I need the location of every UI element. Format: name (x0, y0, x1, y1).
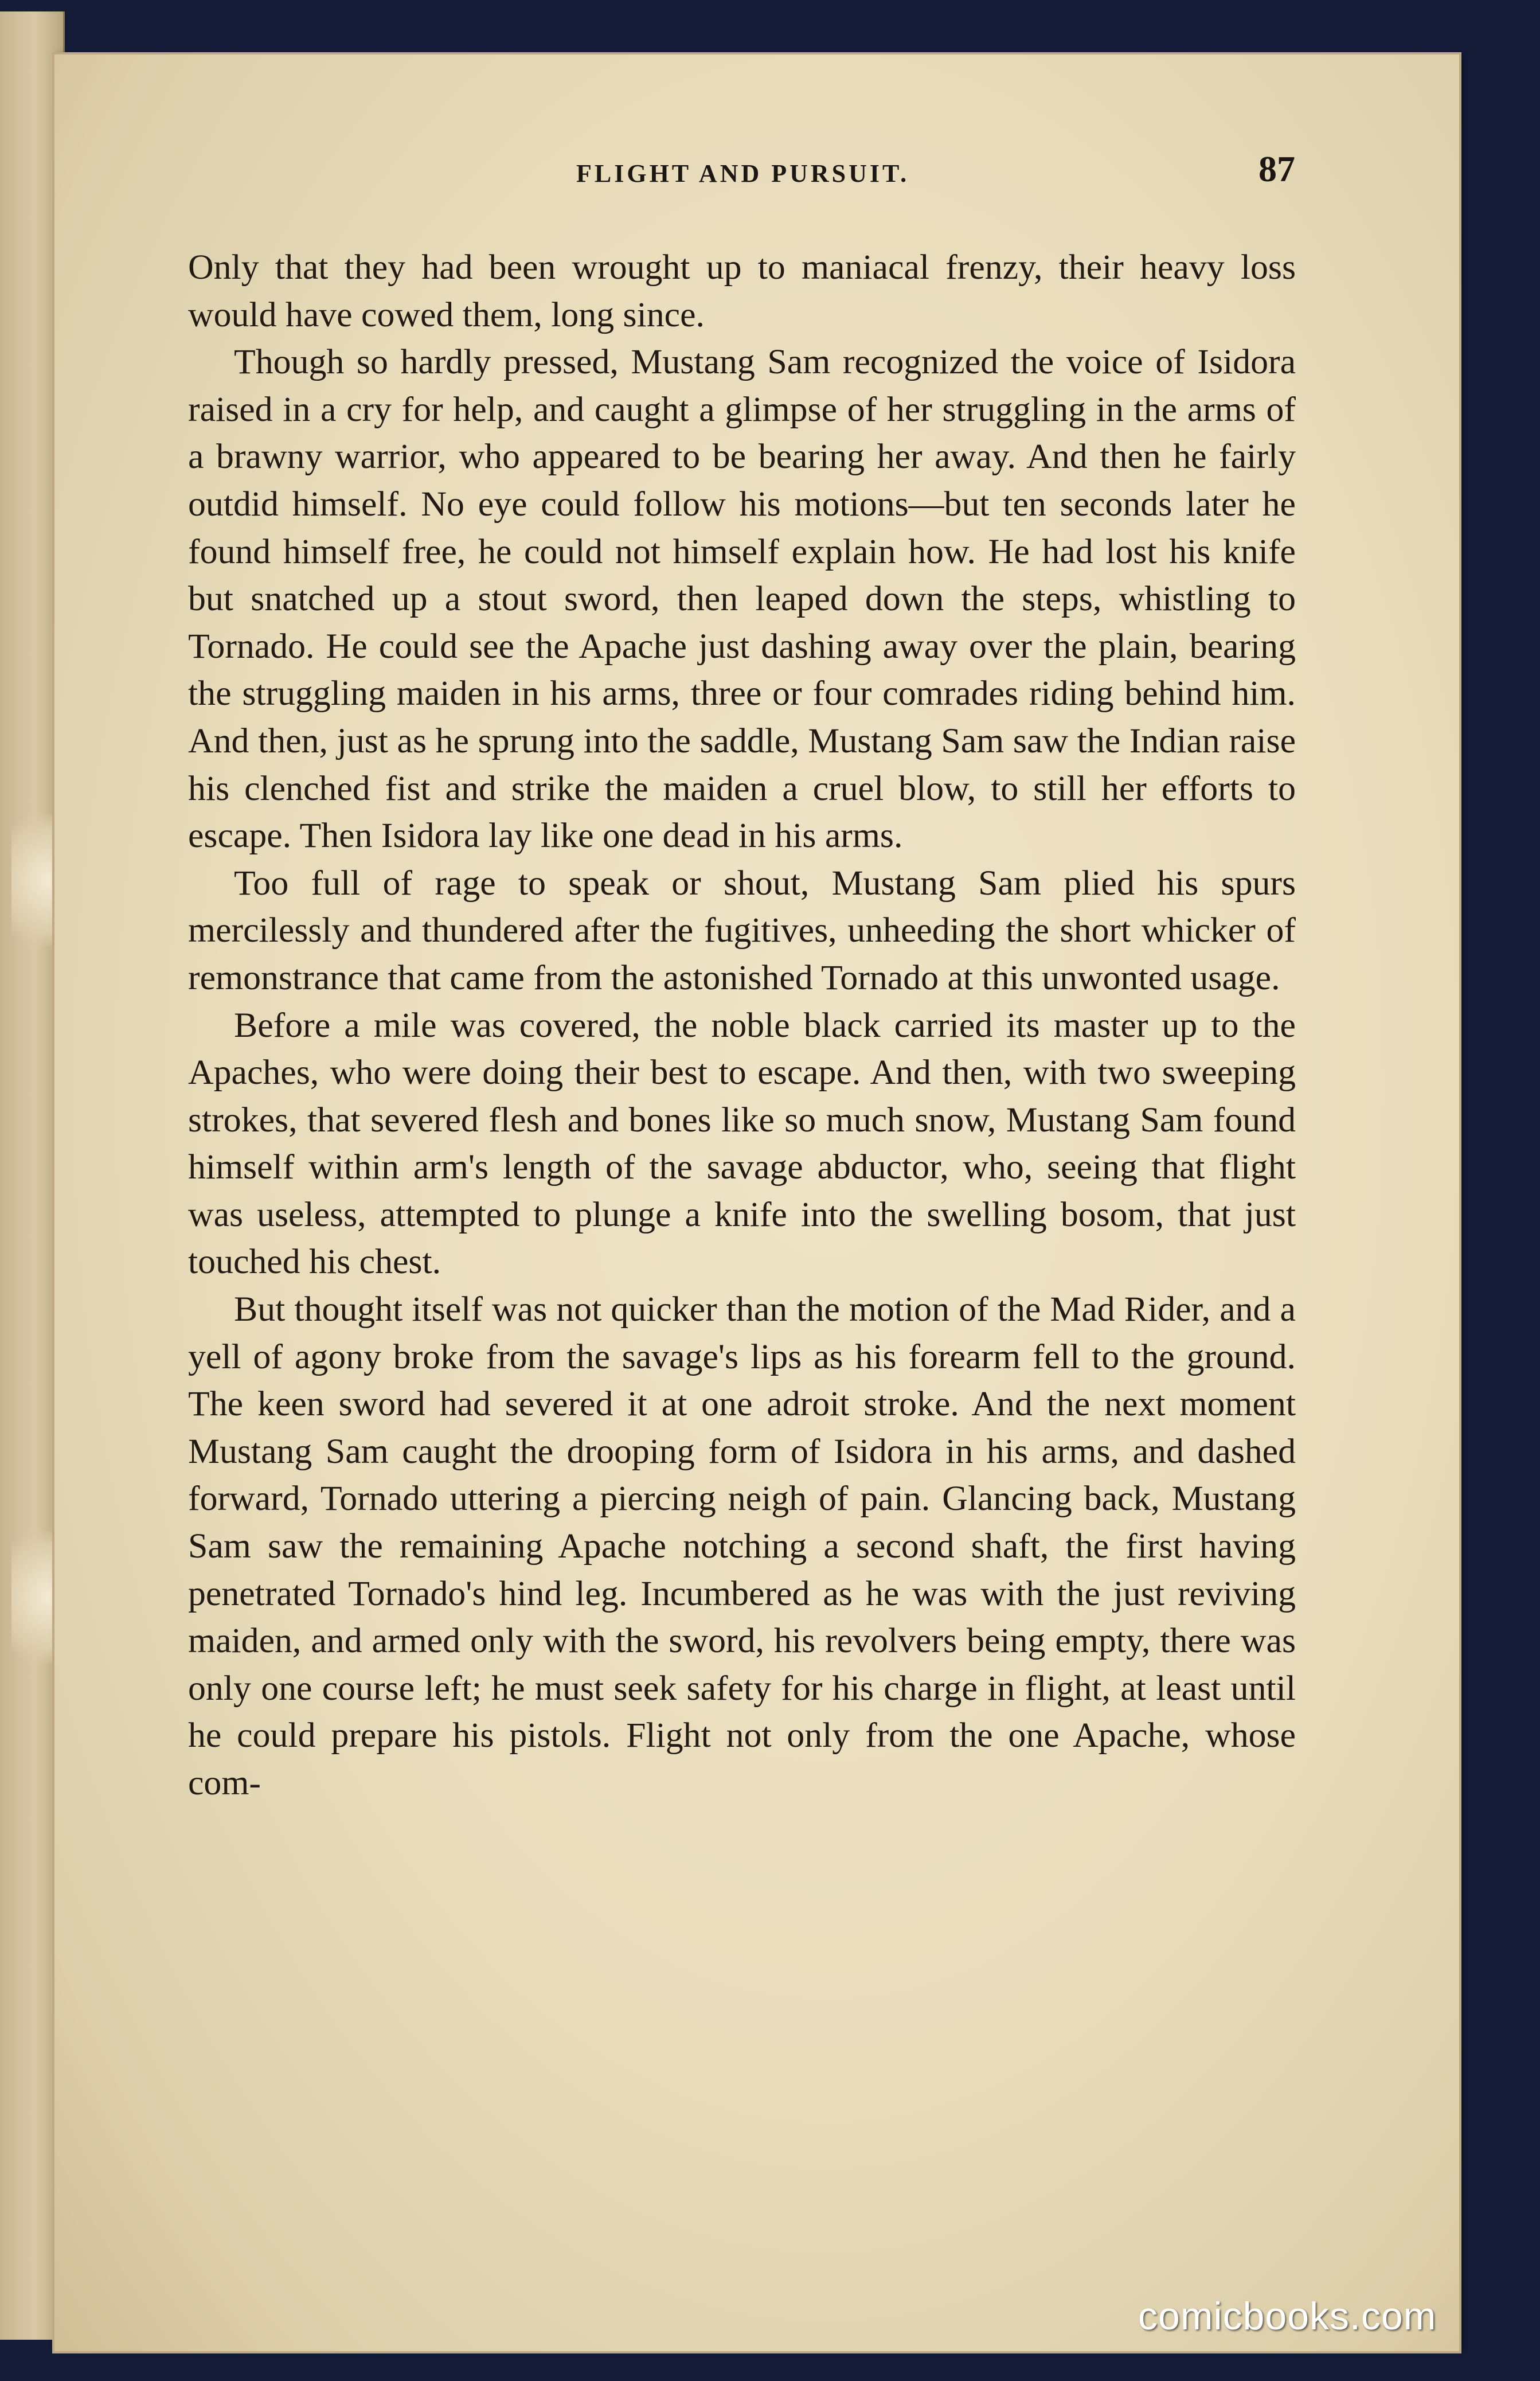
body-text (188, 244, 1296, 1807)
paragraph: Only that they had been wrought up to maniacal frenzy, their heavy loss would have cowed them, long since. (188, 248, 1296, 334)
paragraph: Too full of rage to speak or shout, Mustang Sam plied his spurs mercilessly and thundered after the fugitives, unheeding the short whicker of remonstrance that came from the astonished Tornado at this unwonted usage. (188, 863, 1296, 997)
page-number: 87 (1258, 149, 1295, 189)
paragraph: Though so hardly pressed, Mustang Sam recognized the voice of Isidora raised in a cry for help, and caught a glimpse of her struggling in the arms of a brawny warrior, who appeared to be bearing her away. And then he fairly outdid himself. No eye could follow his motions—but ten seconds later he found himself free, he could not himself explain how. He had lost his knife but snatched up a stout sword, then leaped down the steps, whistling to Tornado. He could see the Apache just dashing away over the plain, bearing the struggling maiden in his arms, three or four comrades riding behind him. And then, just as he sprung into the saddle, Mustang Sam saw the Indian raise his clenched fist and strike the maiden a cruel blow, to still her efforts to escape. Then Isidora lay like one dead in his arms. (188, 342, 1296, 856)
paragraph: But thought itself was not quicker than the motion of the Mad Rider, and a yell of agony broke from the savage's lips as his forearm fell to the ground. The keen sword had severed it at one adroit stroke. And the next moment Mustang Sam caught the drooping form of Isidora in his arms, and dashed forward, Tornado uttering a piercing neigh of pain. Glancing back, Mustang Sam saw the remaining Apache notching a second shaft, the first having penetrated Tornado's hind leg. Incumbered as he was with the just reviving maiden, and armed only with the sword, his revolvers being empty, there was only one course left; he must seek safety for his charge in flight, at least until he could prepare his pistols. Flight not only from the one Apache, whose com- (188, 1290, 1296, 1802)
watermark-logo: comicbooks.com (1138, 2294, 1437, 2338)
paragraph: Before a mile was covered, the noble black carried its master up to the Apaches, who were doing their best to escape. And then, with two sweeping strokes, that severed flesh and bones like so much snow, Mustang Sam found himself within arm's length of the savage abductor, who, seeing that flight was useless, attempted to plunge a knife into the swelling bosom, that just touched his chest. (188, 1005, 1296, 1282)
running-head: FLIGHT AND PURSUIT. (576, 159, 910, 188)
